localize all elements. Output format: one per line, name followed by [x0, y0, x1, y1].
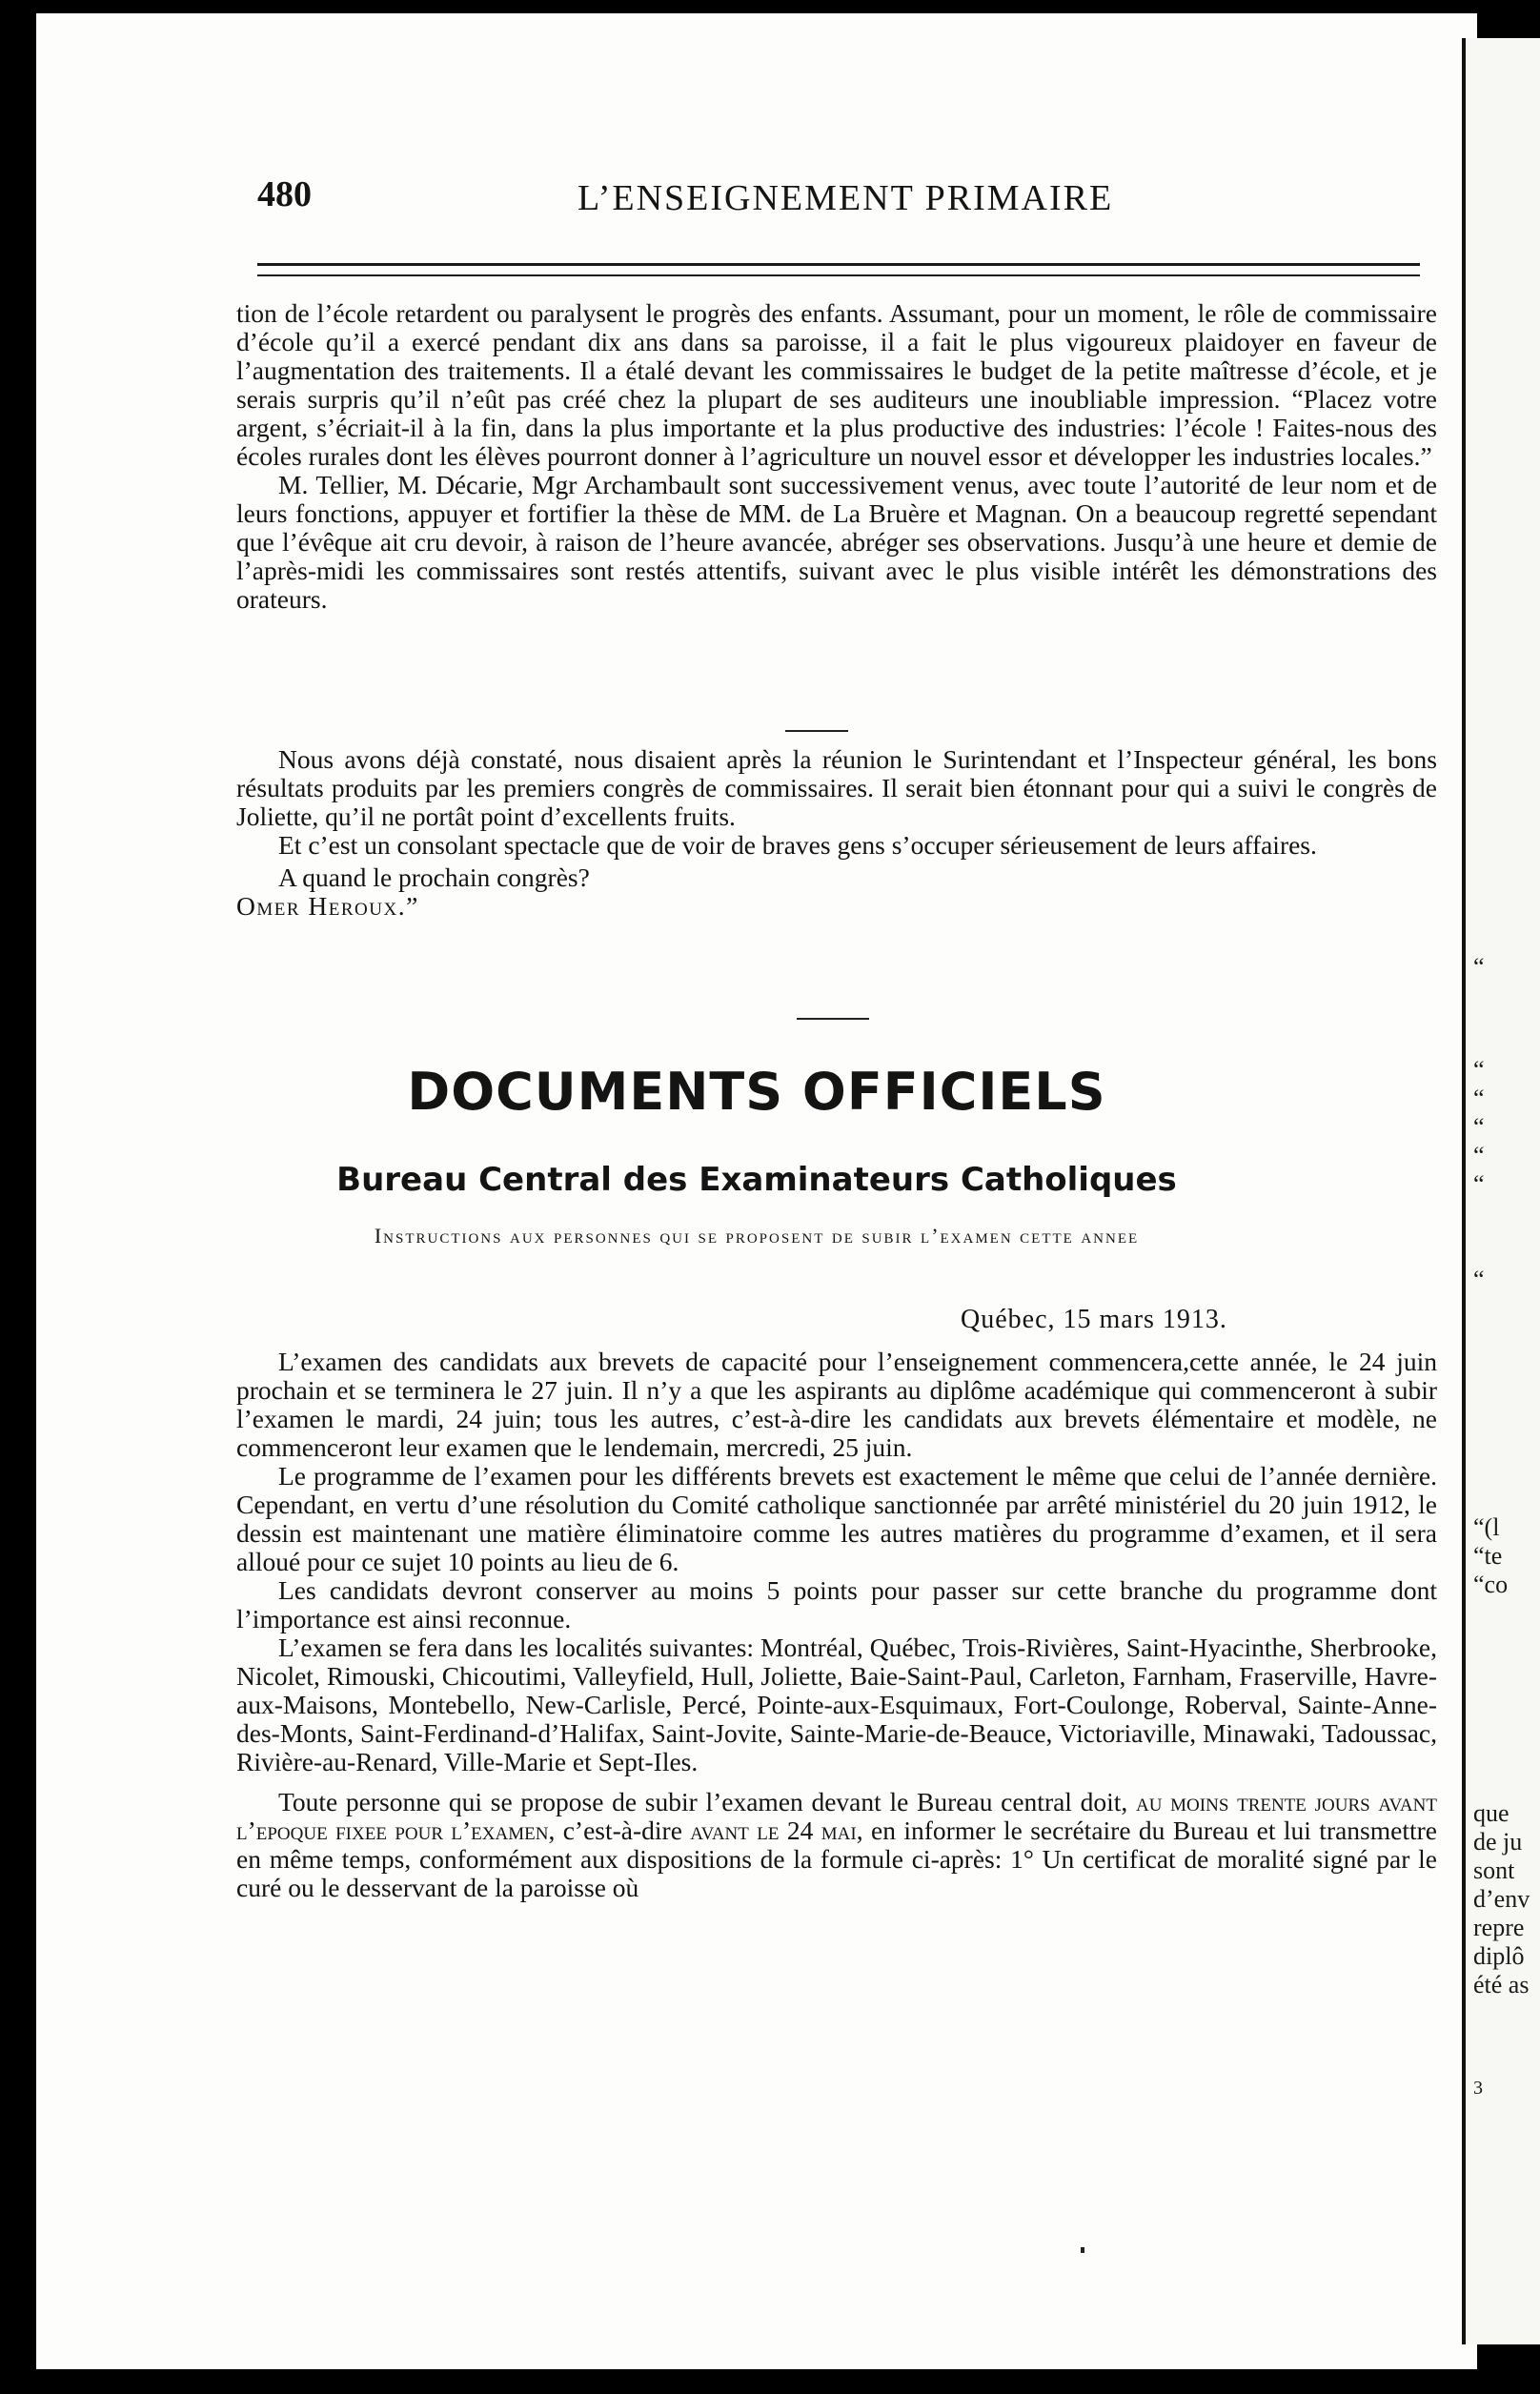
adjacent-page-fragment: “co	[1473, 1571, 1509, 1598]
article-paragraph: Et c’est un consolant spectacle que de voir de braves gens s’occuper sérieusement de leurs affaires.	[278, 830, 1317, 860]
adjacent-page-fragment: sont	[1473, 1856, 1515, 1884]
article-paragraph: M. Tellier, M. Décarie, Mgr Archambault sont successivement venus, avec toute l’autorité de leur nom et de leurs fonctions, appuyer et fortifier la thèse de MM. de La Bruère et Magnan. On a beaucoup regretté sependant que l’évêque ait cru devoir, à raison de l’heure avancée, abréger ses observations. Jusqu’à une heure et demie de l’après-midi les commissaires sont restés attentifs, suivant avec le plus visible intérêt les démonstrations des orateurs.	[236, 470, 1437, 614]
adjacent-page-fragment: que	[1473, 1799, 1510, 1827]
article-paragraph: Nous avons déjà constaté, nous disaient après la réunion le Surintendant et l’Inspecteur général, les bons résultats produits par les premiers congrès de commissaires. Il serait bien étonnant pour qui a suivi le congrès de Joliette, qu’il ne portât point d’excellents fruits.	[236, 744, 1437, 831]
header-rule	[257, 263, 1420, 276]
adjacent-page-fragment: “te	[1473, 1542, 1503, 1570]
adjacent-page-fragment: 3	[1473, 2078, 1483, 2099]
document-paragraph: L’examen des candidats aux brevets de capacité pour l’enseignement commencera,cette année, le 24 juin prochain et se terminera le 27 juin. Il n’y a que les aspirants au diplôme académique qui commenceront à subir l’examen le mardi, 24 juin; tous les autres, c’est-à-dire les candidats aux brevets élémentaire et modèle, ne commenceront leur examen que le lendemain, mercredi, 25 juin.	[236, 1347, 1437, 1462]
adjacent-page-fragment: repre	[1473, 1914, 1525, 1941]
adjacent-page-fragment: “	[1473, 1142, 1485, 1169]
article-closing	[236, 745, 1437, 921]
author-signature: Omer Heroux.”	[236, 891, 419, 921]
document-paragraph	[236, 1788, 1437, 1902]
document-paragraph: Le programme de l’examen pour les différents brevets est exactement le même que celui de l’année dernière. Cependant, en vertu d’une résolution du Comité catholique sanctionnée par arrêté ministériel du 20 juin 1912, le dessin est maintenant une matière éliminatoire comme les autres matières du programme d’examen, et il sera alloué pour ce sujet 10 points au lieu de 6.	[236, 1461, 1437, 1576]
adjacent-page-fragment: de ju	[1473, 1828, 1523, 1856]
adjacent-page-fragment: “	[1473, 1113, 1485, 1141]
document-paragraph: L’examen se fera dans les localités suivantes: Montréal, Québec, Trois-Rivières, Saint-Hyacinthe, Sherbrooke, Nicolet, Rimouski, Chicoutimi, Valleyfield, Hull, Joliette, Baie-Saint-Paul, Carleton, Farnham, Fraserville, Havre-aux-Maisons, Montebello, New-Carlisle, Percé, Pointe-aux-Esquimaux, Fort-Coulonge, Roberval, Sainte-Anne-des-Monts, Saint-Ferdinand-d’Halifax, Saint-Jovite, Sainte-Marie-de-Beauce, Victoriaville, Minawaki, Tadoussac, Rivière-au-Renard, Ville-Marie et Sept-Iles.	[236, 1633, 1437, 1776]
adjacent-page-fragment: “	[1473, 1056, 1485, 1084]
text-run: , en informer le secrétaire du Bureau et lui transmettre en même temps, conformément aux dispositions de la formule ci-après: 1° Un certificat de moralité signé par le curé ou le desservant de la paroisse où	[236, 1816, 1437, 1902]
print-speck	[1081, 2247, 1084, 2253]
dateline: Québec, 15 mars 1913.	[961, 1305, 1227, 1334]
text-run: , c’est-à-dire	[548, 1816, 691, 1845]
article-paragraph: A quand le prochain congrès?	[278, 862, 590, 892]
adjacent-page-fragment: “	[1473, 953, 1485, 981]
adjacent-page-fragment: “	[1473, 1085, 1485, 1112]
adjacent-page-fragment: d’env	[1473, 1885, 1530, 1913]
adjacent-page-fragment: “	[1473, 1170, 1485, 1198]
running-header	[257, 173, 1420, 231]
section-title: DOCUMENTS OFFICIELS	[407, 1062, 1106, 1122]
section-separator-rule	[797, 1018, 869, 1020]
adjacent-page-edge	[1462, 38, 1540, 2344]
article-paragraph: tion de l’école retardent ou paralysent le progrès des enfants. Assumant, pour un moment, le rôle de commissaire d’école qu’il a exercé pendant dix ans dans sa paroisse, il a fait le plus vigoureux plaidoyer en faveur de l’augmentation des traitements. Il a étalé devant les commissaires le budget de la petite maîtresse d’école, et je serais surpris qu’il n’eût pas créé chez la plupart de ses auditeurs une inoubliable impression. “Placez votre argent, s’écriait-il à la fin, dans la plus importante et la plus productive des industries: l’école ! Faites-nous des écoles rurales dont les élèves pourront donner à l’agriculture un nouvel essor et développer les industries locales.”	[236, 298, 1437, 471]
separator-rule	[785, 730, 848, 732]
adjacent-page-fragment: “(l	[1473, 1513, 1500, 1541]
emphasis-text: avant le 24 mai	[690, 1816, 857, 1845]
running-title: L’ENSEIGNEMENT PRIMAIRE	[578, 178, 1114, 218]
adjacent-page-fragment: été as	[1473, 1971, 1530, 1998]
adjacent-page-fragment: diplô	[1473, 1942, 1525, 1970]
article-continuation	[236, 299, 1437, 614]
book-page	[36, 13, 1477, 2369]
text-run: Toute personne qui se propose de subir l’examen devant le Bureau central doit,	[278, 1787, 1137, 1816]
adjacent-page-fragment: “	[1473, 1266, 1485, 1293]
official-document-body	[236, 1348, 1437, 1902]
document-paragraph: Les candidats devront conserver au moins 5 points pour passer sur cette branche du programme dont l’importance est ainsi reconnue.	[236, 1575, 1437, 1633]
instructions-heading: Instructions aux personnes qui se proposent de subir l’examen cette annee	[374, 1224, 1140, 1248]
section-subtitle: Bureau Central des Examinateurs Catholiques	[336, 1161, 1177, 1199]
emphasis-text: au moins trente jours avant l’epoque fixee pour l’examen	[236, 1787, 1437, 1845]
page-number: 480	[257, 174, 312, 214]
